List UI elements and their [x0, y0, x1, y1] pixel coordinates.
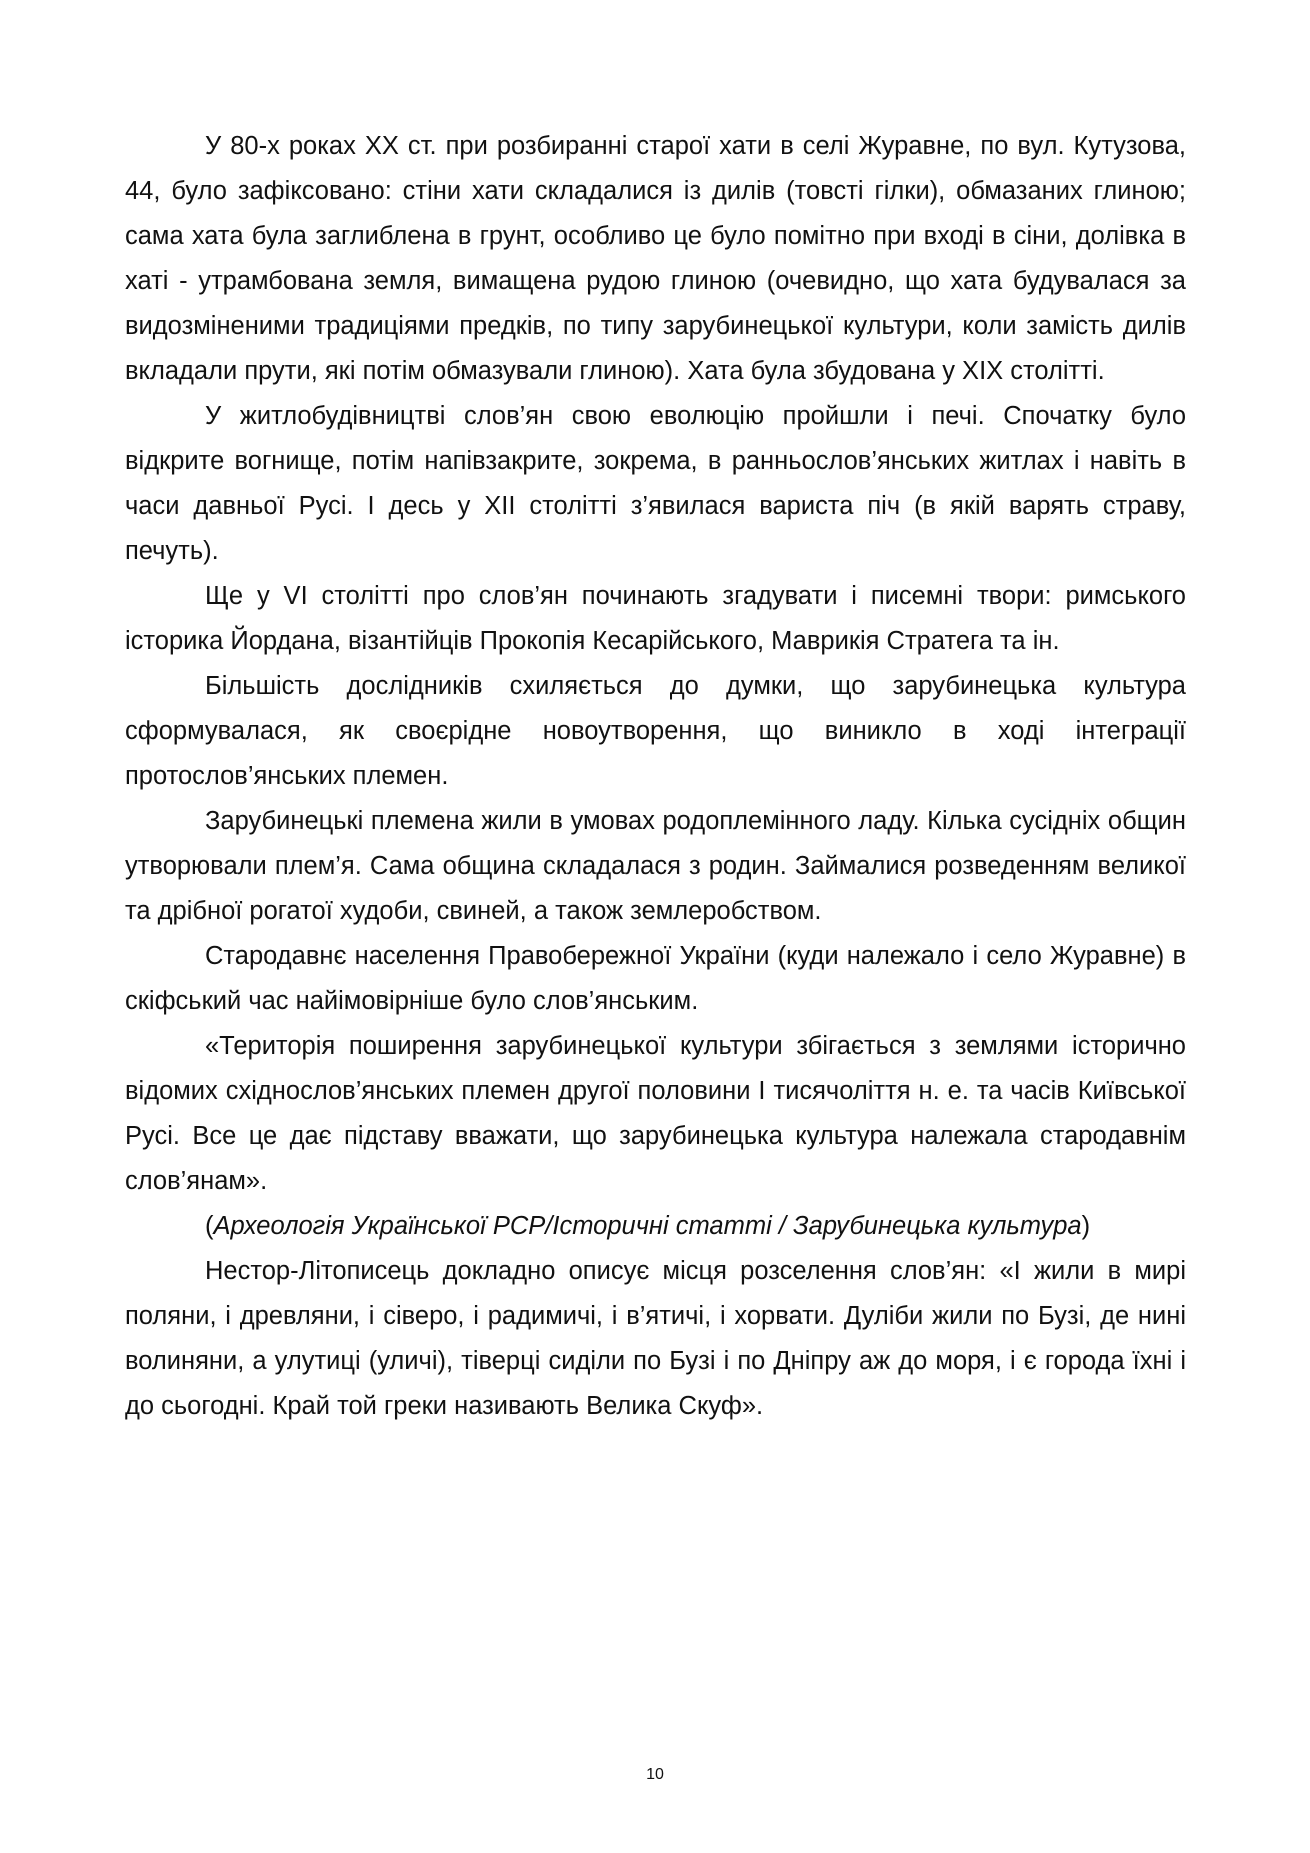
paragraph-written-sources: Ще у VI столітті про слов’ян починають згадувати і писемні твори: римського історика Йордана, візантійців Прокопія Кесарійського, Маврикія Стратега та ін. — [125, 582, 1186, 655]
paragraph-tribal-structure: Зарубинецькі племена жили в умовах родоплемінного ладу. Кілька сусідніх общин утворювали плем’я. Сама община складалася з родин. Займалися розведенням великої та дрібної рогатої худоби, свиней, а також землеробством. — [125, 807, 1186, 925]
paragraph-right-bank-population: Стародавнє населення Правобережної України (куди належало і село Журавне) в скіфський час найімовірніше було слов’янським. — [125, 942, 1186, 1015]
paragraph-nestor-chronicle: Нестор-Літописець докладно описує місця розселення слов’ян: «І жили в мирі поляни, і древляни, і сіверо, і радимичі, і в’ятичі, і хорвати. Дуліби жили по Бузі, де нині волиняни, а улутиці (уличі), тіверці сиділи по Бузі і по Дніпру аж до моря, і є города їхні і до сьогодні. Край той греки називають Велика Скуф». — [125, 1257, 1186, 1420]
paragraph-house-description: У 80-х роках ХХ ст. при розбиранні старої хати в селі Журавне, по вул. Кутузова, 44, було зафіксовано: стіни хати складалися із дилів (товсті гілки), обмазаних глиною; сама хата була заглиблена в грунт, особливо це було помітно при вході в сіни, долівка в хаті - утрамбована земля, вимащена рудою глиною (очевидно, що хата будувалася за видозміненими традиціями предків, по типу зарубинецької культури, коли замість дилів вкладали прути, які потім обмазували глиною). Хата була збудована у ХІХ столітті. — [125, 132, 1186, 385]
citation-close-paren: ) — [1081, 1212, 1091, 1240]
paragraph-quote-territory: «Територія поширення зарубинецької культури збігається з землями історично відомих східнослов’янських племен другої половини І тисячоліття н. е. та часів Київської Русі. Все це дає підставу вважати, що зарубинецька культура належала стародавнім слов’янам». — [125, 1032, 1186, 1195]
document-body — [125, 124, 1186, 1429]
paragraph-stoves-evolution: У житлобудівництві слов’ян свою еволюцію пройшли і печі. Спочатку було відкрите вогнище, потім напівзакрите, зокрема, в ранньослов’янських житлах і навіть в часи давньої Русі. І десь у ХІІ столітті з’явилася вариста піч (в якій варять страву, печуть). — [125, 402, 1186, 565]
citation-line — [125, 1204, 1186, 1249]
paragraph-researchers-opinion: Більшість дослідників схиляється до думки, що зарубинецька культура сформувалася, як своєрідне новоутворення, що виникло в ході інтеграції протослов’янських племен. — [125, 672, 1186, 790]
citation-source: Археологія Української РСР/Історичні статті / Зарубинецька культура — [213, 1212, 1082, 1240]
page-number: 10 — [646, 1766, 664, 1783]
citation-open-paren: ( — [205, 1212, 214, 1240]
